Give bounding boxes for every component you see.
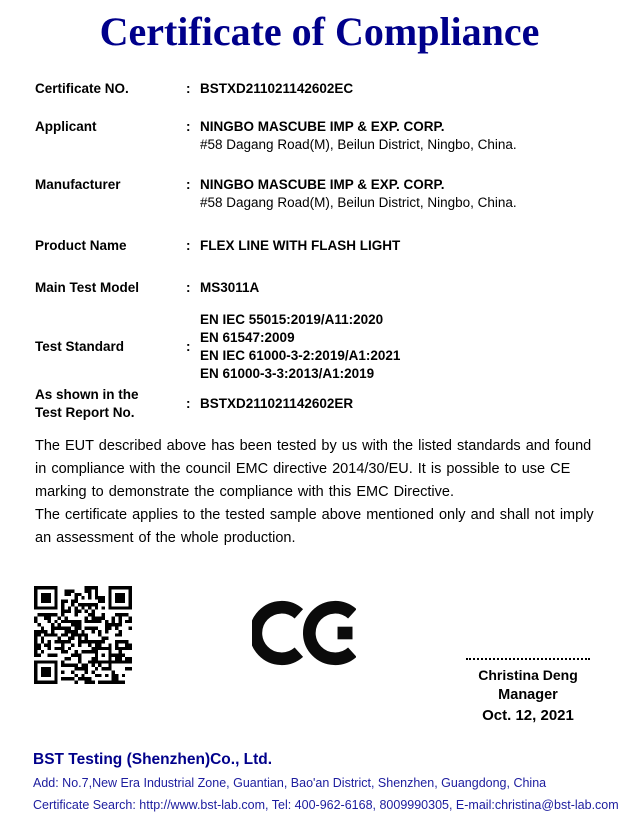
field-row-test-report-no xyxy=(35,386,639,422)
applicant-value xyxy=(200,118,517,154)
field-label: Main Test Model xyxy=(35,280,140,295)
statement-line: The EUT described above has been tested by us with the listed standards and found xyxy=(35,438,592,454)
colon-separator: : xyxy=(186,339,191,354)
main-test-model-value: MS3011A xyxy=(200,280,260,295)
field-label: Applicant xyxy=(35,119,97,134)
signature-dotted-line xyxy=(466,656,590,660)
compliance-statement xyxy=(35,435,610,550)
statement-line: marking to demonstrate the compliance with this EMC Directive. xyxy=(35,484,454,500)
colon-separator: : xyxy=(186,238,191,253)
certificate-fields xyxy=(35,80,639,422)
field-label-line: Test Report No. xyxy=(35,405,135,420)
footer-address: Add: No.7,New Era Industrial Zone, Guantian, Bao'an District, Shenzhen, Guangdong, China xyxy=(33,776,547,790)
statement-line: in compliance with the council EMC directive 2014/30/EU. It is possible to use CE xyxy=(35,461,571,477)
manufacturer-name: NINGBO MASCUBE IMP & EXP. CORP. xyxy=(200,177,445,192)
field-label: Certificate NO. xyxy=(35,81,129,96)
field-row-product-name xyxy=(35,237,639,255)
colon-separator: : xyxy=(186,177,191,192)
field-label: Manufacturer xyxy=(35,177,121,192)
field-row-certificate-no xyxy=(35,80,639,98)
field-row-manufacturer xyxy=(35,176,639,212)
manufacturer-value xyxy=(200,176,517,212)
field-row-main-test-model xyxy=(35,279,639,297)
field-label-line: As shown in the xyxy=(35,387,139,402)
field-label: Product Name xyxy=(35,238,127,253)
ce-letter-c xyxy=(256,607,299,659)
colon-separator: : xyxy=(186,119,191,134)
signature-block xyxy=(443,656,613,726)
statement-line: The certificate applies to the tested sample above mentioned only and shall not imply xyxy=(35,507,594,523)
applicant-address: #58 Dagang Road(M), Beilun District, Ningbo, China. xyxy=(200,137,517,152)
test-standard-value xyxy=(200,311,400,383)
colon-separator: : xyxy=(186,81,191,96)
footer-search-info: Certificate Search: http://www.bst-lab.com, Tel: 400-962-6168, 8009990305, E-mail:christina@bst-lab.com xyxy=(33,798,619,812)
colon-separator: : xyxy=(186,396,191,411)
ce-mark-logo xyxy=(252,598,356,668)
qr-code-image xyxy=(34,586,132,684)
statement-line: an assessment of the whole production. xyxy=(35,530,296,546)
signatory-role: Manager xyxy=(498,687,558,703)
certificate-no-value: BSTXD211021142602EC xyxy=(200,81,354,96)
test-report-no-value: BSTXD211021142602ER xyxy=(200,396,354,411)
test-standard-line: EN 61000-3-3:2013/A1:2019 xyxy=(200,366,375,381)
product-name-value: FLEX LINE WITH FLASH LIGHT xyxy=(200,238,401,253)
field-row-test-standard xyxy=(35,311,639,383)
signature-date: Oct. 12, 2021 xyxy=(482,707,574,724)
test-standard-line: EN 61547:2009 xyxy=(200,330,295,345)
test-standard-line: EN IEC 61000-3-2:2019/A1:2021 xyxy=(200,348,401,363)
manufacturer-address: #58 Dagang Road(M), Beilun District, Ningbo, China. xyxy=(200,195,517,210)
footer xyxy=(33,750,623,813)
field-label: Test Standard xyxy=(35,339,125,354)
colon-separator: : xyxy=(186,280,191,295)
signatory-name: Christina Deng xyxy=(478,667,578,683)
test-standard-line: EN IEC 55015:2019/A11:2020 xyxy=(200,312,384,327)
field-label xyxy=(35,386,186,422)
footer-company-name: BST Testing (Shenzhen)Co., Ltd. xyxy=(33,751,273,768)
applicant-name: NINGBO MASCUBE IMP & EXP. CORP. xyxy=(200,119,445,134)
page-title: Certificate of Compliance xyxy=(99,9,540,54)
field-row-applicant xyxy=(35,118,639,154)
